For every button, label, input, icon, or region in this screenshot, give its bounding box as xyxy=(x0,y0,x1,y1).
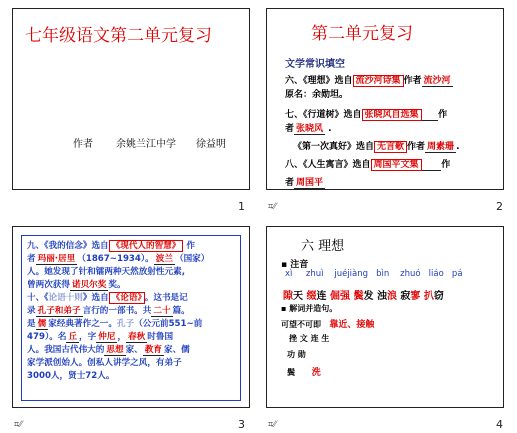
section-subtitle: 文学常识填空 xyxy=(285,59,345,70)
passage-text: 九、《我的信念》选自 《现代人的智慧》 作 者 玛丽·居里 （1867~1934）。 波兰 （国家） 人。她发现了针和镭两种天然放射性元素, 曾两次获得 诺贝尔奖 奖。 十、《论语十则》选自 《论语》 。这书是记 录 孔子和弟子 言行的一部书。共 二十 篇。 是 儒 家经典著作之一。孔子（公元前551~前 479）。名 丘 ，字 仲尼 ， 春秋 时鲁国 人。我国古代伟大的 思想 家、 教育 家、儒 家学派创始人。创私人讲学之风，有弟子 3000人，贤士72人。 xyxy=(27,241,210,381)
fill-line-1b: 原名：余勋坦。 xyxy=(285,90,349,100)
slide-thumbnail-2[interactable] xyxy=(266,8,504,190)
slide-number: 3 xyxy=(238,418,245,431)
character-row: 隙天 缀连 倔强 鬓发 浊浪 寂寥 扒窃 xyxy=(283,291,444,302)
slide-thumbnail-1[interactable] xyxy=(12,8,250,190)
vocab-line-2: 挫 文 连 生 xyxy=(289,334,330,343)
slide-icon: ⌗⁄⁄ xyxy=(268,420,277,430)
slide-number: 1 xyxy=(238,200,245,213)
slide-icon: ⌗⁄⁄ xyxy=(268,202,277,212)
school-name: 余姚兰江中学 xyxy=(116,139,176,150)
fill-line-3: 《第一次真好》选自 无言歌 作者 周素珊 . xyxy=(293,142,460,152)
fill-line-1: 六、《理想》选自 流沙河诗集 作者 流沙河 xyxy=(285,76,451,86)
teacher-name: 徐益明 xyxy=(196,139,226,150)
slide-thumbnail-4[interactable] xyxy=(266,226,504,408)
vocab-line-3: 功 勋 xyxy=(287,350,306,359)
fill-line-2: 七、《行道树》选自 张晓风自选集 作 xyxy=(285,110,448,120)
slide-icon: ⌗⁄⁄ xyxy=(14,420,23,430)
section-label: ▪ 注音 xyxy=(281,260,309,270)
vocab-line-4: 鬓 洗 xyxy=(287,368,321,378)
author-label: 作者 xyxy=(73,139,93,150)
slide-number: 4 xyxy=(496,418,503,431)
slide-title: 六 理想 xyxy=(301,239,345,254)
instruction-line: ▪ 解词并造句。 xyxy=(281,304,338,313)
slide-title: 第二单元复习 xyxy=(311,24,413,44)
fill-line-4b: 者 周国平 xyxy=(285,178,324,188)
pinyin-row: xì zhuì juéjiàng bìn zhuó liáo pá xyxy=(285,269,463,279)
fill-line-2b: 者 张晓风 . xyxy=(285,124,332,134)
slide-thumbnail-3[interactable] xyxy=(12,226,250,408)
slide-title: 七年级语文第二单元复习 xyxy=(25,26,212,46)
vocab-line-1: 可望不可即 靠近、接触 xyxy=(281,320,375,330)
fill-line-4: 八、《人生寓言》选自 周国平文集 作 xyxy=(285,160,451,170)
slide-number: 2 xyxy=(496,200,503,213)
